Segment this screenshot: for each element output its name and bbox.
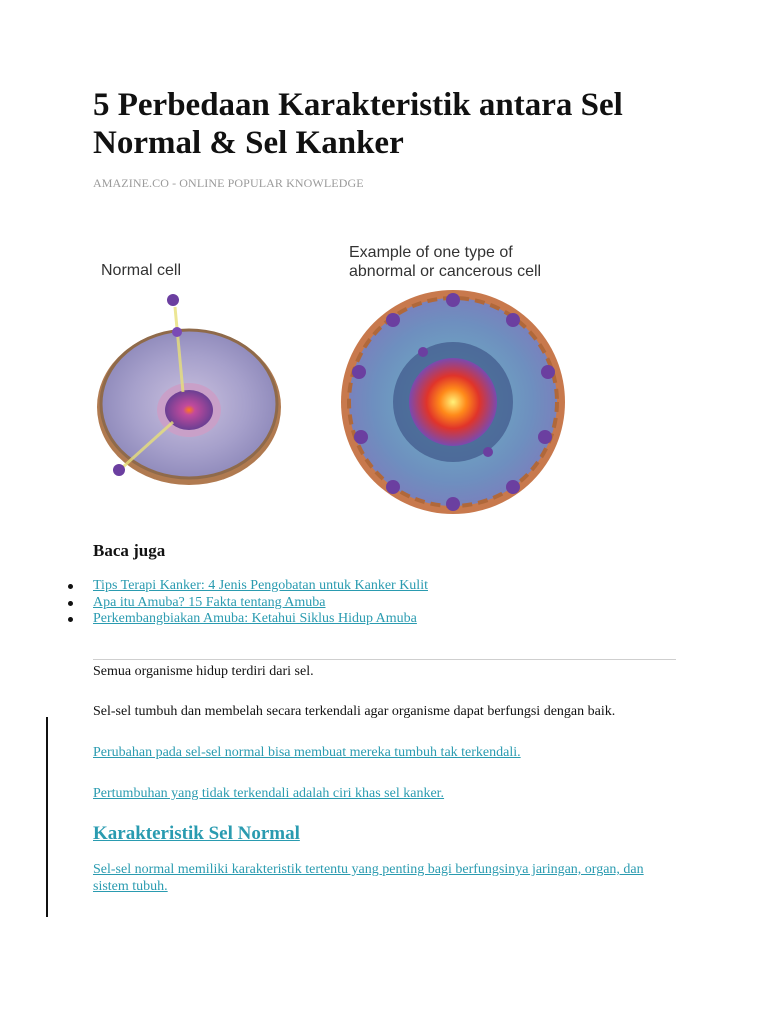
paragraph-1: Semua organisme hidup terdiri dari sel.	[93, 664, 314, 679]
related-link-3[interactable]: Perkembangbiakan Amuba: Ketahui Siklus Hidup Amuba	[93, 611, 417, 626]
related-link-2[interactable]: Apa itu Amuba? 15 Fakta tentang Amuba	[93, 594, 326, 610]
section-heading[interactable]: Karakteristik Sel Normal	[93, 823, 300, 844]
paragraph-5-link[interactable]: Sel-sel normal memiliki karakteristik tertentu yang penting bagi berfungsinya jaringan, organ, dan sistem tubuh.	[93, 862, 644, 894]
related-link-1[interactable]: Tips Terapi Kanker: 4 Jenis Pengobatan untuk Kanker Kulit	[93, 578, 428, 593]
bullet-icon	[68, 584, 73, 589]
related-links-list	[68, 578, 428, 628]
list-item	[68, 611, 428, 628]
list-item	[68, 578, 428, 595]
normal-cell-label: Normal cell	[101, 262, 182, 279]
bullet-icon	[68, 601, 73, 606]
bullet-icon	[68, 617, 73, 622]
divider	[93, 659, 676, 660]
article-title: 5 Perbedaan Karakteristik antara Sel Normal & Sel Kanker	[93, 87, 623, 161]
paragraph-4-link[interactable]: Pertumbuhan yang tidak terkendali adalah ciri khas sel kanker.	[93, 786, 445, 801]
source-line: AMAZINE.CO - ONLINE POPULAR KNOWLEDGE	[93, 176, 364, 190]
related-heading: Baca juga	[93, 541, 166, 560]
paragraph-3-link[interactable]: Perubahan pada sel-sel normal bisa membuat mereka tumbuh tak terkendali.	[93, 745, 521, 760]
cancer-cell-label-line1: Example of one type of	[349, 244, 513, 261]
cell-comparison-figure	[93, 212, 577, 518]
cancer-cell-illustration	[341, 290, 565, 514]
normal-cell-illustration	[97, 294, 281, 485]
list-item	[68, 595, 428, 612]
paragraph-2: Sel-sel tumbuh dan membelah secara terkendali agar organisme dapat berfungsi dengan baik.	[93, 704, 616, 719]
cancer-cell-label-line2: abnormal or cancerous cell	[349, 263, 542, 280]
margin-bar	[46, 717, 48, 917]
